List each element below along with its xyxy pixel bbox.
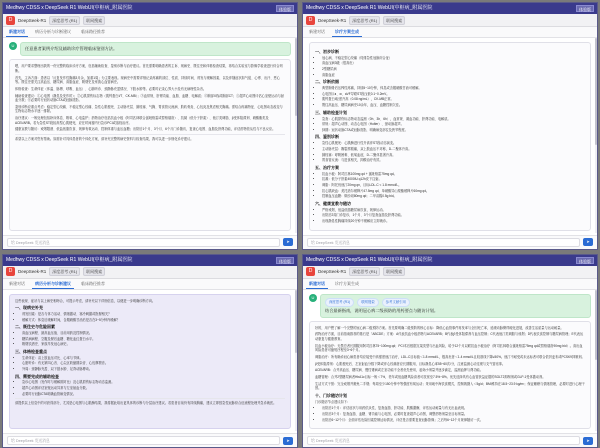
section-heading: 六、健康宣教与随访 [315, 200, 351, 206]
list-item: • 外周：颈静脉充盈、双下肢水肿、足背动脉搏动。 [22, 367, 285, 372]
window-2-chat-body [303, 38, 597, 235]
section-heading: 四、需要完成的辅助检查 [15, 373, 59, 379]
window-2-scrollbar[interactable] [595, 38, 597, 233]
window-4-toolbar [303, 266, 597, 279]
list-item: • 冠心病，不稳定型心绞痛（待排急性冠脉综合征） [322, 56, 585, 61]
window-1-chat-body [3, 38, 297, 235]
window-2-tabstrip[interactable] [303, 27, 597, 38]
mode-chip-bar[interactable] [325, 298, 586, 308]
window-3-titlebar[interactable] [3, 255, 297, 266]
list-item: • 出院后2周门诊复诊，1个月、3个月复查血脂及肝肾功能。 [322, 213, 585, 218]
list-item: • 生命体征：双上肢血压对比、心率与节律。 [22, 356, 285, 361]
model-label[interactable]: DeepSeek-R1 [18, 269, 47, 275]
send-icon[interactable]: ➤ [283, 238, 293, 246]
deepseek-logo-icon: D [306, 16, 315, 25]
chat-input[interactable]: 给 DeepSeek 发送消息 [307, 238, 580, 247]
deepseek-logo-icon: D [6, 267, 15, 276]
chat-input[interactable]: 给 DeepSeek 发送消息 [7, 238, 280, 247]
window-4-titlebar[interactable] [303, 255, 597, 266]
answer-paragraph: 调脂治疗：所有确诊冠心病患者均应接受中高强度他汀治疗，LDL-C目标值＜1.8 mmol/L，极高危者＜1.4 mmol/L且较基线下降≥50%。他汀不耐受或未达标者可联合依折麦布或PCSK9抑制剂。 [315, 355, 585, 360]
section-heading: 三、辅助检查计划 [315, 109, 347, 115]
window-2-titlebar[interactable] [303, 3, 597, 14]
window-1-scrollbar[interactable] [295, 38, 297, 233]
list-item: • 抗心肌缺血：美托洛尔缓释片47.5mg qd，单硝酸异山梨酯缓释片60mg qd。 [322, 189, 585, 194]
list-item: • 择期：冠状动脉CTA或冠脉造影，明确病变部位及狭窄程度。 [322, 128, 585, 133]
list-item: • 诱发因素：是否与体力活动、情绪激动、寒冷刺激或饱餐相关？ [22, 312, 285, 317]
answer-footer: 希望以上方案对您有帮助。如需针对具体患者的个体化方案，请补充完整的病史资料与检查结果，我可以进一步细化诊疗建议。 [15, 136, 194, 141]
tab-new-chat[interactable]: 新建对话 [309, 29, 325, 34]
list-item: • 抗凝：低分子肝素4000IU q12h皮下注射。 [322, 177, 585, 182]
user-avatar: U [309, 294, 317, 302]
answer-paragraph: 治疗建议：一般处理包括卧床休息、吸氧、心电监护；药物治疗包括抗血小板（阿司匹林联合氯吡格雷或替格瑞洛）、抗凝（低分子肝素）、他汀类调脂、β受体阻滞剂、硝酸酯类及ACEI/ARB。若为急性ST段抬高型心肌梗死，应在时间窗内行急诊PCI或溶栓治疗。 [15, 116, 269, 125]
section-list [315, 56, 585, 78]
window-4-scrollbar[interactable] [595, 290, 597, 432]
list-item: • 急查：心肌损伤标志物动态监测（0h、3h、6h），血常规、凝血功能、肝肾功能、电解质。 [322, 117, 585, 122]
answer-paragraph: 好的，用户想了解一个完整的冠心病二级预防方案。首先要明确二级预防的核心目标：降低心血管事件再发率与全因死亡率，延缓动脉粥样硬化进展，改善生活质量与运动耐量。 [315, 325, 564, 330]
list-item: • 超声心动图评估室壁运动异常与左室射血分数。 [22, 386, 285, 391]
followup-intro: 门诊随访节点建议如下： [315, 399, 351, 404]
window-2-edition-badge: 体验版 [576, 5, 594, 12]
window-4-composer [303, 433, 597, 447]
window-1-title-buttons[interactable] [276, 5, 294, 12]
window-3-tabstrip[interactable] [3, 279, 297, 290]
section-list [315, 141, 585, 163]
tab-case-analysis[interactable]: 病历分析与诊断建议 [35, 29, 71, 34]
followup-list [315, 406, 585, 422]
list-item: • 肌钙蛋白I轻度升高（0.08 ng/mL），CK-MB正常。 [322, 97, 585, 102]
section-list [315, 117, 585, 133]
section-heading: 一、初步诊断 [315, 49, 339, 54]
list-item: • 典型胸骨后压榨性疼痛，持续5~10分钟，休息或含服硝酸甘油可缓解。 [322, 86, 585, 91]
list-item: • 急诊心电图（发作时与缓解期对比）及心肌损伤标志物动态监测。 [22, 380, 285, 385]
window-3-edition-badge: 体验版 [276, 257, 294, 264]
answer-paragraph: 体格检查：生命体征（体温、脉搏、呼吸、血压）、心肺听诊、颈静脉充盈情况、下肢水肿等。必要时记录心界大小及有无病理性杂音。 [15, 86, 207, 91]
list-item: • 出院后3个月：复查血脂、血糖、肾功能与心电图，必要时复查超声心动图，调整药物剂量至目标剂量。 [322, 412, 585, 417]
section-heading: 二、诊断依据 [315, 79, 339, 85]
section-heading: 一、现病史补充 [15, 305, 43, 311]
list-item: • 严格戒烟，低盐低脂糖尿病饮食，规律运动。 [322, 208, 585, 213]
answer-paragraph: 嗯，用户要求整理出我的一份完整的临床诊疗方案，包括辅助检查、鉴别诊断与治疗建议。首先需要明确患者的主诉、现病史、既往史和体格检查结果，再结合实验室与影像学检查进行综合判断。 [15, 64, 283, 73]
answer-paragraph: 血糖管理：合并2型糖尿病者HbA1c目标一般＜7%，老年或低血糖风险高者可放宽至7.5%~8%。优先选择具有心血管获益证据的SGLT2抑制剂或GLP-1受体激动剂。 [315, 374, 546, 379]
web-search-pill[interactable]: 联网搜索 [83, 267, 105, 276]
window-4-title: Medhwy CDSS x DeepSeek R1 WebUI(中枢病_附属医院 [306, 256, 433, 263]
window-2 [302, 2, 598, 250]
list-item: • 糖尿病病程、空腹及餐后血糖、糖化血红蛋白水平。 [22, 337, 285, 342]
answer-paragraph: 抗血小板治疗：无禁忌者长期服用阿司匹林75~100mg qd；PCI术后根据支架类型与出血风险，给予12个月双联抗血小板治疗（阿司匹林联合氯吡格雷75mg qd或替格瑞洛90mg bid）。高出血风险患者可缩短疗程至3~6个月。 [315, 343, 583, 353]
window-2-title-buttons[interactable] [576, 5, 594, 12]
web-search-pill[interactable]: 联网搜索 [83, 16, 105, 25]
answer-paragraph: 药物治疗方面，目前指南推荐的基石是「ABCDE」方案：A代表抗血小板药物与ACEI/ARB；B代表β受体阻滞剂与血压控制；C代表他汀类调脂与戒烟；D代表饮食控制与糖尿病管理；E代表运动康复与健康教育。 [315, 332, 584, 342]
section-list [15, 356, 285, 372]
list-item: • 缓解方式：休息后缓解时间，含服硝酸甘油后是否在3~5分钟内缓解？ [22, 318, 285, 323]
window-4 [302, 254, 598, 448]
window-2-composer [303, 235, 597, 249]
list-item: • 2型糖尿病 [322, 67, 585, 72]
deepseek-logo-icon: D [306, 267, 315, 276]
followup-heading: 十、门诊随访计划 [315, 392, 347, 398]
window-2-toolbar [303, 14, 597, 27]
list-item: • 调脂：阿托伐他汀20mg qn，目标LDL-C < 1.8 mmol/L。 [322, 183, 585, 188]
window-3-toolbar [3, 266, 297, 279]
window-1-composer [3, 235, 297, 249]
window-3-title: Medhwy CDSS x DeepSeek R1 WebUI(中枢病_附属医院 [6, 256, 133, 263]
list-item: • 肺栓塞：呼吸困难、低氧血症，D-二聚体显著升高。 [322, 153, 585, 158]
assistant-answer-card [9, 294, 291, 430]
tab-new-chat[interactable]: 新建对话 [306, 279, 328, 289]
window-2-title: Medhwy CDSS x DeepSeek R1 WebUI(中枢病_附属医院 [306, 5, 433, 11]
tab-clinical-path[interactable]: 临床路径推荐 [81, 280, 105, 286]
window-1-tabstrip[interactable] [3, 27, 297, 38]
list-item: • 主动脉夹层：撕裂样剧痛，双上肢血压不对称，D-二聚体升高。 [322, 147, 585, 152]
section-heading: 二、既往史与危险因素 [15, 324, 55, 330]
list-item: • 必要时行冠脉CTA明确血管病变情况。 [22, 392, 285, 397]
window-4-tabstrip[interactable] [303, 279, 597, 290]
model-label[interactable]: DeepSeek-R1 [318, 17, 347, 23]
section-heading: 四、鉴别诊断 [315, 134, 339, 140]
window-1 [2, 2, 298, 250]
window-3-chat-body [3, 290, 297, 434]
section-list [315, 208, 585, 224]
user-message-text: 结合最新指南，说明冠心病二级预防的用药要点与随访计划。 [325, 307, 439, 313]
model-label[interactable]: DeepSeek-R1 [18, 17, 47, 23]
tab-case-analysis[interactable]: 病历分析与诊断建议 [32, 279, 74, 289]
deepseek-logo-icon: D [6, 16, 15, 25]
answer-paragraph: 辅助检查建议：①心电图（静息及发作时）；②心肌损伤标志物（肌钙蛋白I/T、CK-MB）；③血常规、肝肾功能、血脂、血糖、电解质；④胸部X线或胸部CT；⑤超声心动图评估心室壁运动与射血分数；⑥必要时行冠状动脉CTA或冠脉造影。 [15, 93, 284, 103]
section-heading: 五、治疗方案 [315, 164, 339, 170]
divider [15, 398, 285, 399]
web-search-pill[interactable]: 联网搜索 [383, 267, 405, 276]
window-4-edition-badge: 体验版 [576, 257, 594, 264]
list-item: • 控制血压血糖：缬沙坦80mg qd；二甲双胍0.5g bid。 [322, 194, 585, 199]
answer-footer: 请提供以上信息中的可获得部分，尤其是心电图与心肌酶结果，我将据此给出更具体的诊断与分层治疗建议。若患者目前仍有持续胸痛，建议立即按急性冠脉综合征流程处理并急诊就医。 [15, 401, 277, 406]
section-list [15, 380, 285, 396]
window-4-title-buttons[interactable] [576, 257, 594, 264]
user-message-bubble: 任意患者案例介绍及辅助诊疗管理临床鉴别方法。 [20, 42, 291, 56]
answer-paragraph: 健康宣教与随访：戒烟限酒、低盐低脂饮食、规律有氧运动、控制体重与血压血糖；出院后1个月、3个月、6个月门诊随访，复查心电图、血脂及肝肾功能，评估药物依从性与不良反应。 [15, 127, 276, 132]
section-list [15, 312, 285, 322]
window-3-composer [3, 433, 297, 447]
window-4-chat-body [303, 290, 597, 434]
list-item: • 急性心肌梗死：心肌酶进行性升高伴ST段动态演变。 [322, 141, 585, 146]
tab-treatment-plan[interactable]: 诊疗方案生成 [335, 280, 359, 286]
send-icon[interactable]: ➤ [583, 238, 593, 246]
user-message-row [9, 42, 291, 56]
chip-web-search[interactable]: 联网搜索 [357, 298, 379, 307]
answer-paragraph: 首先，主诉方面：患者以「反复发作性胸痛3月余，加重1周」为主要表现。现病史中需要详细记录疼痛的部位、性质、持续时间、诱发与缓解因素，以及伴随症状如气促、心悸、出汗、恶心等。既往史需关注高血压、糖尿病、高脂血症、吸烟史及家族心血管病史。 [15, 75, 280, 85]
user-message-row [309, 294, 591, 318]
list-item: • 吸烟饮酒史、家族早发冠心病史。 [22, 342, 285, 347]
section-heading: 三、体格检查重点 [15, 348, 47, 354]
window-3-scrollbar[interactable] [295, 290, 297, 432]
list-item: • 心电图示Ⅱ、Ⅲ、aVF导联ST段压低0.1~0.2mV。 [322, 92, 585, 97]
list-item: • 抗血小板：阿司匹林100mg qd + 氯吡格雷75mg qd。 [322, 172, 585, 177]
tab-new-chat[interactable]: 新建对话 [9, 280, 25, 286]
tab-clinical-path[interactable]: 临床路径推荐 [81, 29, 105, 34]
user-message-bubble [320, 294, 591, 318]
answer-intro: 这些表现、症状与以上病史相吻合，可提示考虑，请补充以下详细信息，以便进一步明确诊断方向。 [15, 298, 156, 303]
send-icon[interactable]: ➤ [283, 437, 293, 445]
answer-paragraph: ACEI/ARB：合并高血压、糖尿病、慢性肾病或左室功能不全者优先使用，起始小剂量并逐步滴定，监测血钾与肾功能。 [315, 368, 483, 373]
list-item: • 出院后6~12个月：全面评估危险因素控制达标情况，评估是否需要复查冠脉影像；之后每6~12个月规律随访一次。 [322, 418, 585, 423]
assistant-answer-card [9, 59, 291, 230]
window-3 [2, 254, 298, 448]
deep-think-pill[interactable]: 深度思考 (R1) [349, 16, 380, 25]
tab-new-chat[interactable]: 新建对话 [6, 27, 28, 37]
model-label[interactable]: DeepSeek-R1 [318, 269, 347, 275]
assistant-answer-card [309, 321, 591, 429]
chat-input[interactable]: 给 DeepSeek 发送消息 [307, 436, 580, 445]
window-3-title-buttons[interactable] [276, 257, 294, 264]
chip-deep-think[interactable]: 深度思考 (R1) [325, 298, 354, 307]
list-item: • 出现静息性胸痛持续20分钟不缓解应立即就诊。 [322, 219, 585, 224]
list-item: • 心脏听诊：有无第四心音、心尖区收缩期杂音、心包摩擦音。 [22, 361, 285, 366]
list-item: • 高血压病程、最高血压值、目前用药及控制情况。 [22, 331, 285, 336]
answer-paragraph: 生活方式干预：完全戒烟并避免二手烟；每周至少150分钟中等强度有氧运动；采用地中海饮食模式，控制钠摄入＜5g/d；BMI维持在18.5~23.9 kg/m²；保证睡眠与情绪管理，必要时进行心理干预。 [315, 381, 585, 391]
window-1-title: Medhwy CDSS x DeepSeek R1 WebUI(中枢病_附属医院 [6, 5, 133, 11]
list-item: • 高脂血症 [322, 73, 585, 78]
send-icon[interactable]: ➤ [583, 437, 593, 445]
assistant-answer-card [309, 42, 591, 231]
web-search-pill[interactable]: 联网搜索 [383, 16, 405, 25]
list-item: • 出院后1个月：评估症状与用药依从性，复查血脂、肝功能、肌酸激酶，评估运动耐量与有无出血表现。 [322, 406, 585, 411]
user-avatar: U [9, 42, 17, 50]
list-item: • 高血压病3级（很高危） [322, 61, 585, 66]
chip-citation[interactable]: 参考文献引用 [382, 298, 410, 307]
deep-think-pill[interactable]: 深度思考 (R1) [349, 267, 380, 276]
section-list [15, 331, 285, 347]
answer-paragraph: β受体阻滞剂：心肌梗死后、左室射血分数下降或伴心绞痛者应长期服用，目标静息心率55~60次/分，注意监测心动过缓与支气管痉挛。 [315, 361, 506, 366]
window-1-toolbar [3, 14, 297, 27]
list-item: • 胃食管反流：与进食相关，抑酸治疗有效。 [322, 158, 585, 163]
list-item: • 常规：超声心动图、动态心电图（Holter）、颈动脉超声。 [322, 122, 585, 127]
section-list [315, 172, 585, 199]
window-1-edition-badge: 体验版 [276, 5, 294, 12]
divider [15, 134, 285, 135]
section-list [315, 86, 585, 108]
deep-think-pill[interactable]: 深度思考 (R1) [49, 267, 80, 276]
answer-paragraph: 鉴别诊断应重点考虑：稳定型心绞痛、不稳定型心绞痛、急性心肌梗死、主动脉夹层、肺栓塞、气胸、胃食管反流病、肋软骨炎、心包炎及焦虑相关胸痛。需结合疼痛特征、心电图动态改变与生物标志物水平逐一排除。 [15, 104, 283, 114]
chat-input[interactable]: 给 DeepSeek 发送消息 [7, 436, 280, 445]
tab-treatment-plan[interactable]: 诊疗方案生成 [332, 27, 362, 37]
window-1-titlebar[interactable] [3, 3, 297, 14]
deep-think-pill[interactable]: 深度思考 (R1) [49, 16, 80, 25]
list-item: • 既往高血压、糖尿病病史10余年，血压、血糖控制欠佳。 [322, 103, 585, 108]
